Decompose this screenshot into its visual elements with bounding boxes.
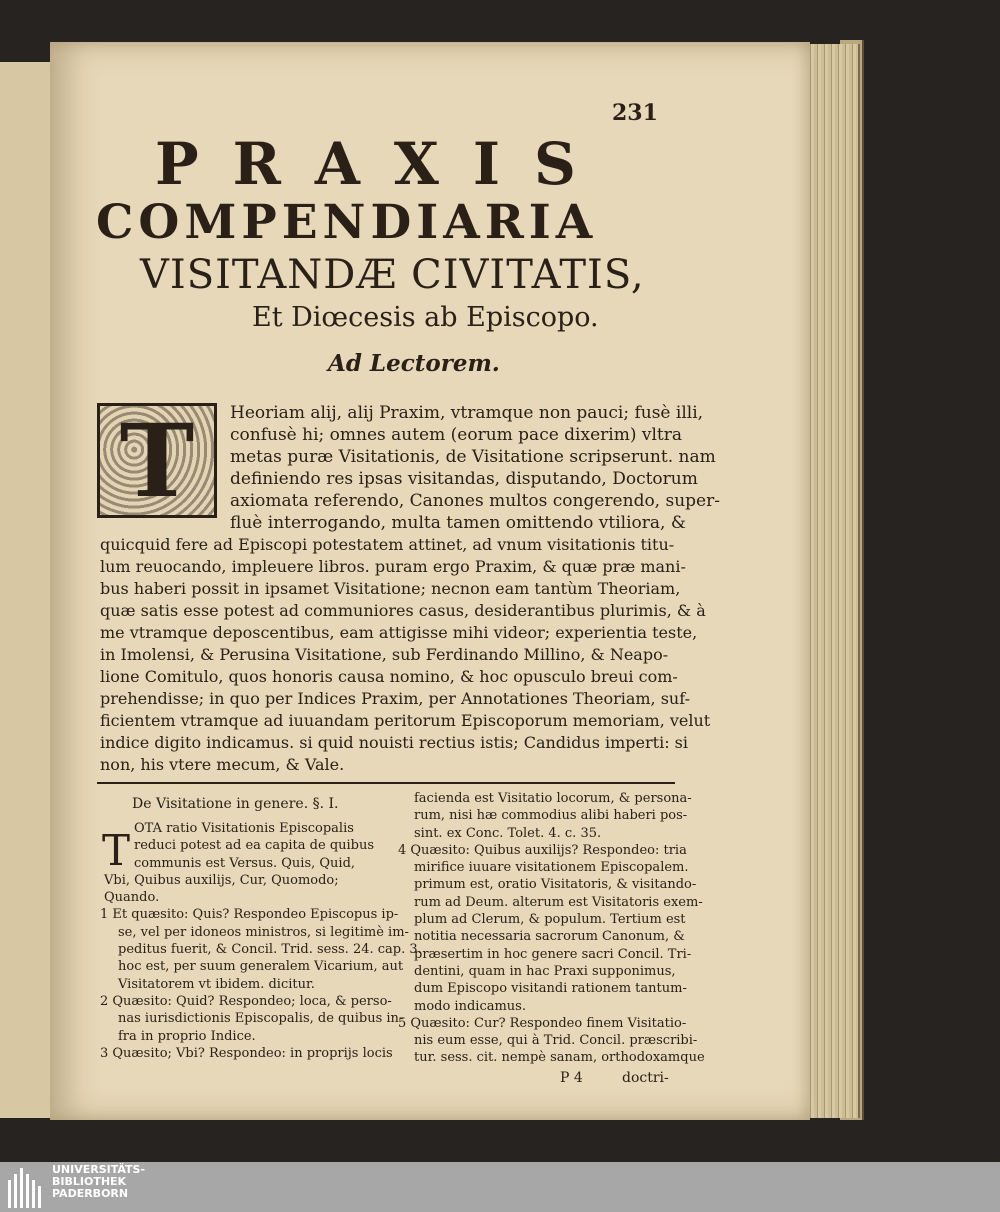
right-column (398, 790, 705, 1067)
right-column-line: modo indicamus. (414, 998, 526, 1014)
preface-line: me vtramque deposcentibus, eam attigisse mihi videor; experientia teste, (100, 623, 698, 642)
left-column-line: Visitatorem vt ibidem. dicitur. (118, 976, 315, 992)
title-compendiaria: COMPENDIARIA (96, 195, 598, 250)
right-column-line: primum est, oratio Visitatoris, & visitando- (414, 877, 697, 893)
preface-line: Heoriam alij, alij Praxim, vtramque non pauci; fusè illi, (230, 403, 704, 423)
section-capital-letter: T (102, 826, 131, 875)
left-column-line: 3 Quæsito; Vbi? Respondeo: in proprijs locis (100, 1045, 393, 1061)
drop-capital-letter: T (100, 406, 214, 515)
library-name-line: UNIVERSITÄTS- (52, 1163, 146, 1176)
preface-line: ficientem vtramque ad iuuandam peritorum Episcoporum memoriam, velut (100, 711, 711, 730)
left-column-line: fra in proprio Indice. (118, 1028, 256, 1044)
right-column-line: tur. sess. cit. nempè sanam, orthodoxamque (414, 1050, 705, 1066)
right-column-line: facienda est Visitatio locorum, & persona- (414, 791, 692, 806)
title-praxis: PRAXIS (155, 130, 610, 198)
preface-line: axiomata referendo, Canones multos congerendo, super- (230, 491, 720, 511)
left-column-line: OTA ratio Visitationis Episcopalis (134, 821, 354, 836)
right-column-line: 5 Quæsito: Cur? Respondeo finem Visitatio- (398, 1015, 687, 1031)
preface-line: lum reuocando, impleuere libros. puram ergo Praxim, & quæ præ mani- (100, 557, 686, 576)
left-column-line: se, vel per idoneos ministros, si legitimè im- (118, 924, 409, 940)
preface-line: bus haberi possit in ipsamet Visitatione; necnon eam tantùm Theoriam, (100, 579, 681, 598)
left-column-line: Vbi, Quibus auxilijs, Cur, Quomodo; (104, 872, 339, 888)
preface-line: in Imolensi, & Perusina Visitatione, sub Ferdinando Millino, & Neapo- (100, 645, 669, 664)
right-column-line: mirifice iuuare visitationem Episcopalem. (414, 860, 689, 876)
library-name (52, 1164, 145, 1200)
right-column-line: notitia necessaria sacrorum Canonum, & (414, 929, 685, 945)
library-logo-icon (8, 1168, 44, 1208)
page-number: 231 (612, 100, 658, 126)
facing-page-edge (0, 62, 54, 1118)
left-column (100, 820, 422, 1062)
left-column-line: 2 Quæsito: Quid? Respondeo; loca, & perso- (100, 993, 392, 1009)
library-name-line: BIBLIOTHEK (52, 1175, 127, 1188)
left-column-line: Quando. (104, 890, 160, 906)
right-column-line: præsertim in hoc genere sacri Concil. Tri- (414, 946, 692, 962)
title-dioecesis: Et Diœcesis ab Episcopo. (252, 302, 599, 333)
preface-line: indice digito indicamus. si quid nouisti rectius istis; Candidus imperti: si (100, 733, 688, 752)
library-footer-bar (0, 1162, 1000, 1212)
right-column-line: sint. ex Conc. Tolet. 4. c. 35. (414, 825, 602, 841)
title-visitandae: VISITANDÆ CIVITATIS, (140, 252, 645, 298)
preface-line: quicquid fere ad Episcopi potestatem attinet, ad vnum visitationis titu- (100, 535, 675, 554)
left-column-line: peditus fuerit, & Concil. Trid. sess. 24. cap. 3. (118, 942, 422, 958)
left-column-line: hoc est, per suum generalem Vicarium, aut (118, 959, 404, 975)
right-column-line: 4 Quæsito: Quibus auxilijs? Respondeo: tria (398, 842, 687, 858)
preface-line: lione Comitulo, quos honoris causa nomino, & hoc opusculo breui com- (100, 667, 678, 686)
preface-line: non, his vtere mecum, & Vale. (100, 755, 345, 774)
right-column-line: rum ad Deum. alterum est Visitatoris exem- (414, 894, 703, 910)
signature-mark: P 4 (560, 1070, 583, 1086)
section-divider-rule (97, 782, 675, 784)
right-column-line: dentini, quam in hac Praxi supponimus, (414, 963, 676, 979)
section-heading: De Visitatione in genere. §. I. (132, 796, 339, 812)
library-name-line: PADERBORN (52, 1187, 129, 1200)
preface-line: prehendisse; in quo per Indices Praxim, per Annotationes Theoriam, suf- (100, 689, 690, 708)
right-column-line: rum, nisi hæ commodius alibi haberi pos- (414, 808, 688, 824)
ornamental-drop-capital (97, 403, 217, 518)
left-column-line: communis est Versus. Quis, Quid, (134, 855, 356, 871)
right-column-line: plum ad Clerum, & populum. Tertium est (414, 912, 686, 928)
left-column-line: reduci potest ad ea capita de quibus (134, 838, 375, 854)
left-column-line: 1 Et quæsito: Quis? Respondeo Episcopus ip- (100, 907, 399, 923)
catchword: doctri- (622, 1070, 669, 1086)
preface-line: definiendo res ipsas visitandas, disputando, Doctorum (230, 469, 698, 489)
preface-line: confusè hi; omnes autem (eorum pace dixerim) vltra (230, 425, 682, 445)
preface-line: quæ satis esse potest ad communiores casus, desiderantibus plurimis, & à (100, 601, 706, 620)
preface-line: metas puræ Visitationis, de Visitatione scripserunt. nam (230, 447, 716, 467)
right-column-line: nis eum esse, qui à Trid. Concil. præscribi- (414, 1033, 698, 1049)
left-column-line: nas iurisdictionis Episcopalis, de quibus in- (118, 1011, 404, 1027)
title-ad-lectorem: Ad Lectorem. (328, 350, 500, 377)
preface-line: fluè interrogando, multa tamen omittendo vtiliora, & (230, 513, 686, 533)
right-column-line: dum Episcopo visitandi rationem tantum- (414, 981, 687, 997)
